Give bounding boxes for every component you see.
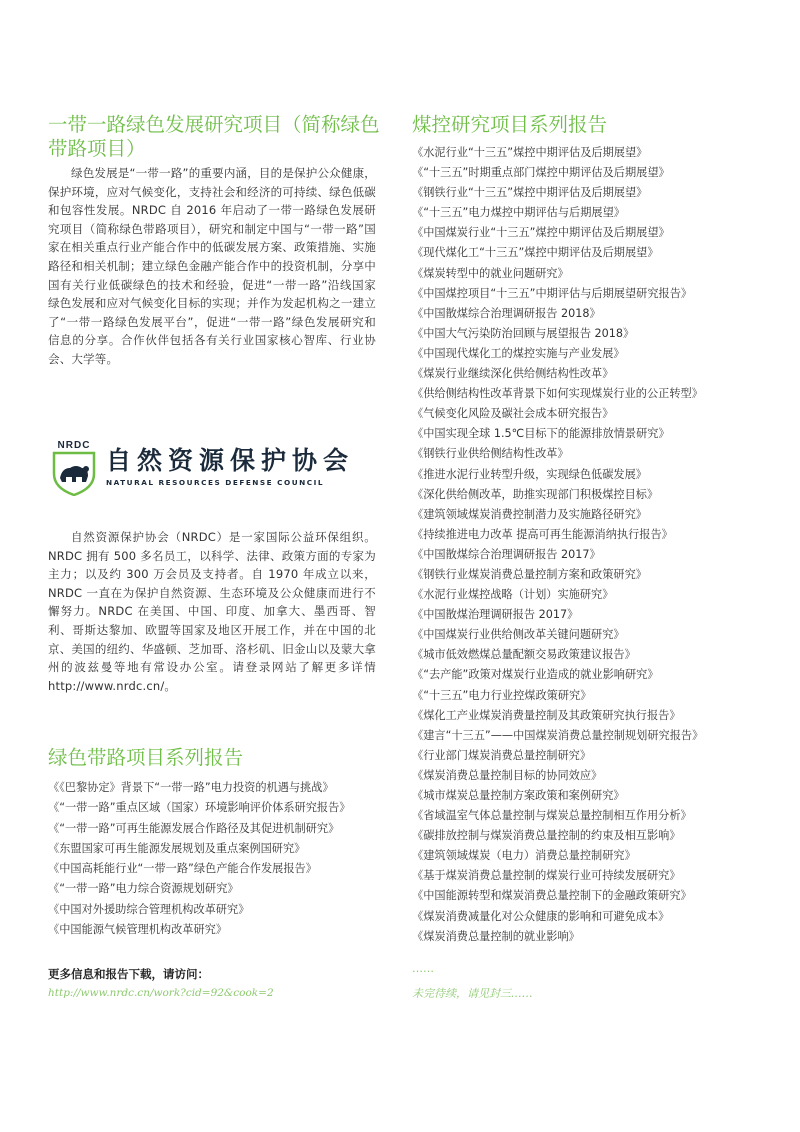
- list-item: 《“十三五”电力行业控煤政策研究》: [412, 688, 592, 702]
- list-item: 《钢铁行业供给侧结构性改革》: [412, 447, 569, 461]
- list-item: 《煤化工产业煤炭消费量控制及其政策研究执行报告》: [412, 708, 681, 722]
- list-item: 《钢铁行业“十三五”煤控中期评估及后期展望》: [412, 186, 648, 200]
- logo-text-block: [106, 447, 354, 487]
- list-item: 《深化供给侧改革，助推实现部门积极煤控目标》: [412, 487, 659, 501]
- project-heading: [48, 113, 380, 161]
- logo-english-name: NATURAL RESOURCES DEFENSE COUNCIL: [106, 478, 324, 487]
- list-item: 《行业部门煤炭消费总量控制研究》: [412, 748, 592, 762]
- list-item: 《城市低效燃煤总量配额交易政策建议报告》: [412, 648, 636, 662]
- list-item: 《东盟国家可再生能源发展规划及重点案例国研究》: [48, 841, 306, 855]
- list-item: 《水泥行业“十三五”煤控中期评估及后期展望》: [412, 146, 648, 159]
- list-item: 《“去产能”政策对煤炭行业造成的就业影响研究》: [412, 668, 659, 682]
- list-item: 《基于煤炭消费总量控制的煤炭行业可持续发展研究》: [412, 869, 681, 883]
- list-item: 《建言“十三五”——中国煤炭消费总量控制规划研究报告》: [412, 728, 704, 742]
- list-item: 《碳排放控制与煤炭消费总量控制的约束及相互影响》: [412, 829, 681, 843]
- logo-badge-text: NRDC: [57, 440, 91, 451]
- list-item: 《“一带一路”可再生能源发展合作路径及其促进机制研究》: [48, 821, 340, 835]
- list-item: 《建筑领域煤炭（电力）消费总量控制研究》: [412, 849, 636, 863]
- list-item: 《钢铁行业煤炭消费总量控制方案和政策研究》: [412, 567, 647, 581]
- list-item: 《中国散煤综合治理调研报告 2017》: [412, 547, 601, 561]
- series-heading: 绿色带路项目系列报告: [48, 746, 244, 769]
- list-item: 《中国煤炭行业“十三五”煤控中期评估及后期展望》: [412, 226, 670, 240]
- coal-control-heading: 煤控研究项目系列报告: [412, 113, 608, 136]
- project-description: 绿色发展是“一带一路”的重要内涵，目的是保护公众健康，保护环境，应对气候变化，支持社会和经济的可持续、绿色低碳和包容性发展。NRDC 自 2016 年启动了一带一路绿色发展研究项目（简称绿色带路项目），研究和制定中国与“一带一路”国家在相关重点行业产能合作中的低碳发展方案、政策措施、实施路径和相关机制；建立绿色金融产能合作中的投资机制，分享中国有关行业低碳绿色的技术和经验，促进“一带一路”沿线国家绿色发展和应对气候变化目标的实现；并作为发起机构之一建立了“一带一路绿色发展平台”，促进“一带一路”绿色发展研究和信息的分享。合作伙伴包括各有关行业国家核心智库、行业协会、大学等。: [48, 166, 376, 366]
- ellipsis: ……: [412, 962, 434, 975]
- list-item: 《煤炭消费总量控制的就业影响》: [412, 929, 580, 943]
- project-heading-line2: 带路项目）: [48, 137, 146, 160]
- green-belt-road-report-list: [48, 778, 350, 940]
- list-item: 《中国散煤治理调研报告 2017》: [412, 608, 579, 622]
- list-item: 《中国煤控项目“十三五”中期评估与后期展望研究报告》: [412, 286, 693, 300]
- list-item: 《“十三五”时期重点部门煤控中期评估及后期展望》: [412, 166, 670, 180]
- list-item: 《气候变化风险及碳社会成本研究报告》: [412, 407, 614, 421]
- list-item: 《煤炭消费总量控制目标的协同效应》: [412, 768, 603, 782]
- nrdc-shield-icon: [50, 438, 98, 496]
- list-item: 《煤炭转型中的就业问题研究》: [412, 266, 569, 280]
- list-item: 《“一带一路”电力综合资源规划研究》: [48, 882, 239, 896]
- list-item: 《中国实现全球 1.5℃目标下的能源排放情景研究》: [412, 427, 670, 441]
- list-item: 《中国高耗能行业“一带一路”绿色产能合作发展报告》: [48, 862, 317, 876]
- list-item: 《中国大气污染防治回顾与展望报告 2018》: [412, 326, 635, 340]
- nrdc-description: 自然资源保护协会（NRDC）是一家国际公益环保组织。NRDC 拥有 500 多名员工，以科学、法律、政策方面的专家为主力；以及约 300 万会员及支持者。自 1970 年成立以来，NRDC 一直在为保护自然资源、生态环境及公众健康而进行不懈努力。NRDC 在美国、中国、印度、加拿大、墨西哥、智利、哥斯达黎加、欧盟等国家及地区开展工作，并在中国的北京、美国的纽约、华盛顿、芝加哥、洛杉矶、旧金山以及蒙大拿州的波兹曼等地有常设办公室。请登录网站了解更多详情 http://www.nrdc.cn/。: [48, 530, 376, 693]
- continued-note: 未完待续，请见封三……: [412, 987, 533, 1000]
- coal-control-report-list: [412, 143, 703, 947]
- list-item: 《煤炭消费减量化对公众健康的影响和可避免成本》: [412, 909, 670, 923]
- list-item: 《煤炭行业继续深化供给侧结构性改革》: [412, 367, 614, 381]
- list-item: 《中国能源转型和煤炭消费总量控制下的金融政策研究》: [412, 889, 692, 903]
- logo-chinese-name: 自然资源保护协会: [106, 446, 355, 475]
- list-item: 《“十三五”电力煤控中期评估与后期展望》: [412, 206, 625, 220]
- list-item: 《城市煤炭总量控制方案政策和案例研究》: [412, 789, 625, 802]
- more-info-link[interactable]: http://www.nrdc.cn/work?cid=92&cook=2: [48, 987, 274, 999]
- list-item: 《中国现代煤化工的煤控实施与产业发展》: [412, 346, 625, 360]
- list-item: 《中国散煤综合治理调研报告 2018》: [412, 306, 601, 320]
- list-item: 《供给侧结构性改革背景下如何实现煤炭行业的公正转型》: [412, 387, 703, 401]
- project-heading-line1: 一带一路绿色发展研究项目（简称绿色: [48, 113, 380, 136]
- list-item: 《推进水泥行业转型升级，实现绿色低碳发展》: [412, 467, 647, 481]
- nrdc-logo: [50, 438, 354, 496]
- list-item: 《现代煤化工“十三五”煤控中期评估及后期展望》: [412, 246, 659, 260]
- more-info-label: 更多信息和报告下载，请访问：: [48, 967, 209, 981]
- list-item: 《中国对外援助综合管理机构改革研究》: [48, 902, 250, 916]
- list-item: 《中国能源气候管理机构改革研究》: [48, 923, 228, 937]
- list-item: 《建筑领域煤炭消费控制潜力及实施路径研究》: [412, 507, 647, 521]
- list-item: 《水泥行业煤控战略（计划）实施研究》: [412, 588, 614, 602]
- list-item: 《省域温室气体总量控制与煤炭总量控制相互作用分析》: [412, 809, 692, 823]
- list-item: 《中国煤炭行业供给侧改革关键问题研究》: [412, 628, 625, 642]
- list-item: 《“一带一路”重点区域（国家）环境影响评价体系研究报告》: [48, 801, 351, 815]
- list-item: 《持续推进电力改革 提高可再生能源消纳执行报告》: [412, 527, 673, 541]
- list-item: 《《巴黎协定》背景下“一带一路”电力投资的机遇与挑战》: [48, 781, 334, 794]
